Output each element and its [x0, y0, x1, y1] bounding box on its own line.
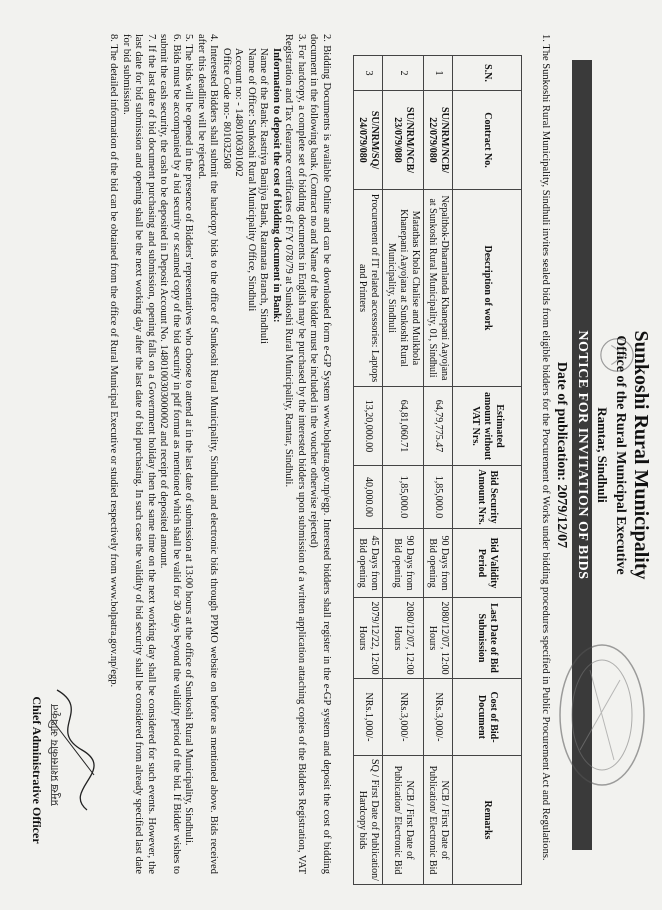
cell-description: Matathas Khola Chalise and Mulkhola Khanepani Aayojana at Sunkoshi Rural Municipality, Sindhuli [383, 190, 424, 387]
header-estimated-amount: Estimated amount without VAT Nrs. [453, 387, 522, 466]
bank-name: Name of the Bank: Rastriya Banijya Bank, Ratamata Branch, Sindhuli [258, 48, 270, 344]
term-2: 2. Bidding Documents is available Online and can be downloaded form e-GP System www.bolpatra.gov.np/egp. Interested bidders shall register in the e-GP system and deposit the cost of bidding document in the following bank. (Contract no and Name of the bidder must be included in the voucher otherwise rejected) [308, 34, 332, 874]
signatory-name: प्रमुख प्रशासकीय अधिकृत [49, 704, 61, 806]
term-5: 5. The bids will be opened in the presence of Bidders' representatives who choose to attend at in the last date of submission at 13:00 hours at the office of Sunkoshi Rural Municipality, Sindhuli. [183, 34, 195, 846]
cell-remarks: SQ / First Date of Publication/ Hardcopy bids [354, 756, 383, 885]
cell-remarks: NCB / First Date of Publication/ Electronic Bid [383, 756, 424, 885]
office-address: Ramtar, Sindhuli [595, 407, 610, 503]
municipality-title: Sunkoshi Rural Municipality [630, 330, 652, 580]
header-description: Description of work [453, 190, 522, 387]
cell-estimated-amount: 64,81,060.71 [383, 387, 424, 466]
office-name-line: Name of Office: Sunkoshi Rural Municipality Office, Sindhuli [246, 48, 257, 312]
office-code: Office Code no:- 801032508 [221, 48, 232, 169]
cell-sn: 3 [354, 56, 383, 91]
intro-paragraph: 1. The Sunkoshi Rural Municipality, Sindhuli invites sealed bids from eligible bidders for the Procurement of Works under bidding procedures specified in Public Procurement Act and Regulations. [540, 34, 551, 861]
cell-sn: 2 [383, 56, 424, 91]
cell-validity: 90 Days from Bid opening [424, 529, 453, 598]
header-sn: S.N. [453, 56, 522, 91]
cell-remarks: NCB / First Date of Publication/ Electronic Bid [424, 756, 453, 885]
table-row [424, 56, 453, 885]
publication-date: Date of publication: 2079/12/07 [554, 361, 569, 549]
office-name: Office of the Rural Municipal Executive [613, 335, 628, 575]
term-4: 4. Interested Bidders shall submit the hardcopy bids to the office of Sunkoshi Rural Municipality, Sindhuli and electronic bids through PPMO website on before as mentioned above. Bids received after this deadline will be rejected. [196, 34, 220, 874]
cell-bid-security: 1,85,000.0 [424, 466, 453, 529]
cell-last-date: 2080/12/07, 12:00 Hours [383, 598, 424, 679]
header-validity: Bid Validity Period [453, 529, 522, 598]
cell-last-date: 2079/12/22, 12:00 Hours [354, 598, 383, 679]
cell-estimated-amount: 64,79,775.47 [424, 387, 453, 466]
cell-bid-security: 40,000.00 [354, 466, 383, 529]
cell-cost: NRs.1,000/- [354, 679, 383, 756]
term-6: 6. Bids must be accompanied by a bid security or scanned copy of the bid security in pdf format as mentioned which shall be valid for 30 days beyond the validity period of the bid. If Bidder wishes to submit the cash security, the cash to be deposited in Deposit Account No. 1480100303000002 and receipt of deposited amount. [158, 34, 182, 874]
notice-terms [107, 34, 332, 874]
term-7: 7. If the last date of bid document purchasing and submission, opening falls on a Government holiday then the same time on the next working day shall be considered for such events. However, the last date for bid submission and opening shall be the next working day after the last date of bid purchasing. In such case the validity of bid security shall be considered from already specified last date for bid submission. [121, 34, 157, 874]
cell-cost: NRs.3,000/- [424, 679, 453, 756]
cell-last-date: 2080/12/07, 12:00 Hours [424, 598, 453, 679]
cell-description: Nepalthok-Dharamlanda Khanepani Aayojana at Sunkoshi Rural Municipality, 01, Sindhuli [424, 190, 453, 387]
term-8: 8. The detailed information of the bid can be obtained from the office of Rural Municipal Executive or studied respectively from www.bolpatra.gov.np/egp. [108, 34, 120, 688]
cell-validity: 45 Days from Bid opening [354, 529, 383, 598]
cell-validity: 90 Days from Bid opening [383, 529, 424, 598]
cell-contract-no: SU/NRM/NCB/ 23/079/080 [383, 91, 424, 190]
cell-bid-security: 1,85,000.0 [383, 466, 424, 529]
cell-contract-no: SU/NRM/NCB/ 22/079/080 [424, 91, 453, 190]
header-bid-security: Bid Security Amount Nrs. [453, 466, 522, 529]
cell-cost: NRs.3,000/- [383, 679, 424, 756]
bid-table [353, 55, 522, 885]
header-remarks: Remarks [453, 756, 522, 885]
term-3: 3. For hardcopy, a complete set of bidding documents in English may be purchased by the interested bidders upon submission of a written application attaching copies of the Bidders Registration, VAT Registration and Tax clearance certificates of F/Y 078/79 at Sunkoshi Rural Municipality, Ramtar, Sindhuli. [283, 34, 307, 874]
cell-sn: 1 [424, 56, 453, 91]
cell-contract-no: SU/NRM/SQ/ 24/079/080 [354, 91, 383, 190]
cell-description: Procurement of IT related accessories: Laptops and Printers [354, 190, 383, 387]
header-last-date: Last Date of Bid Submission [453, 598, 522, 679]
signatory-role: Chief Administrative Officer [30, 696, 44, 844]
table-row [383, 56, 424, 885]
bank-info-heading: Information to deposit the cost of bidding document in Bank: [271, 48, 282, 323]
header-contract-no: Contract No. [453, 91, 522, 190]
table-header-row [453, 56, 522, 885]
office-stamp-icon [554, 640, 650, 790]
cell-estimated-amount: 13,20,000.00 [354, 387, 383, 466]
table-row [354, 56, 383, 885]
account-number: Account no: - 1480100301002 [233, 48, 245, 177]
header-cost: Cost of Bid-Document [453, 679, 522, 756]
notice-heading: NOTICE FOR INVITATION OF BIDS [572, 60, 592, 850]
